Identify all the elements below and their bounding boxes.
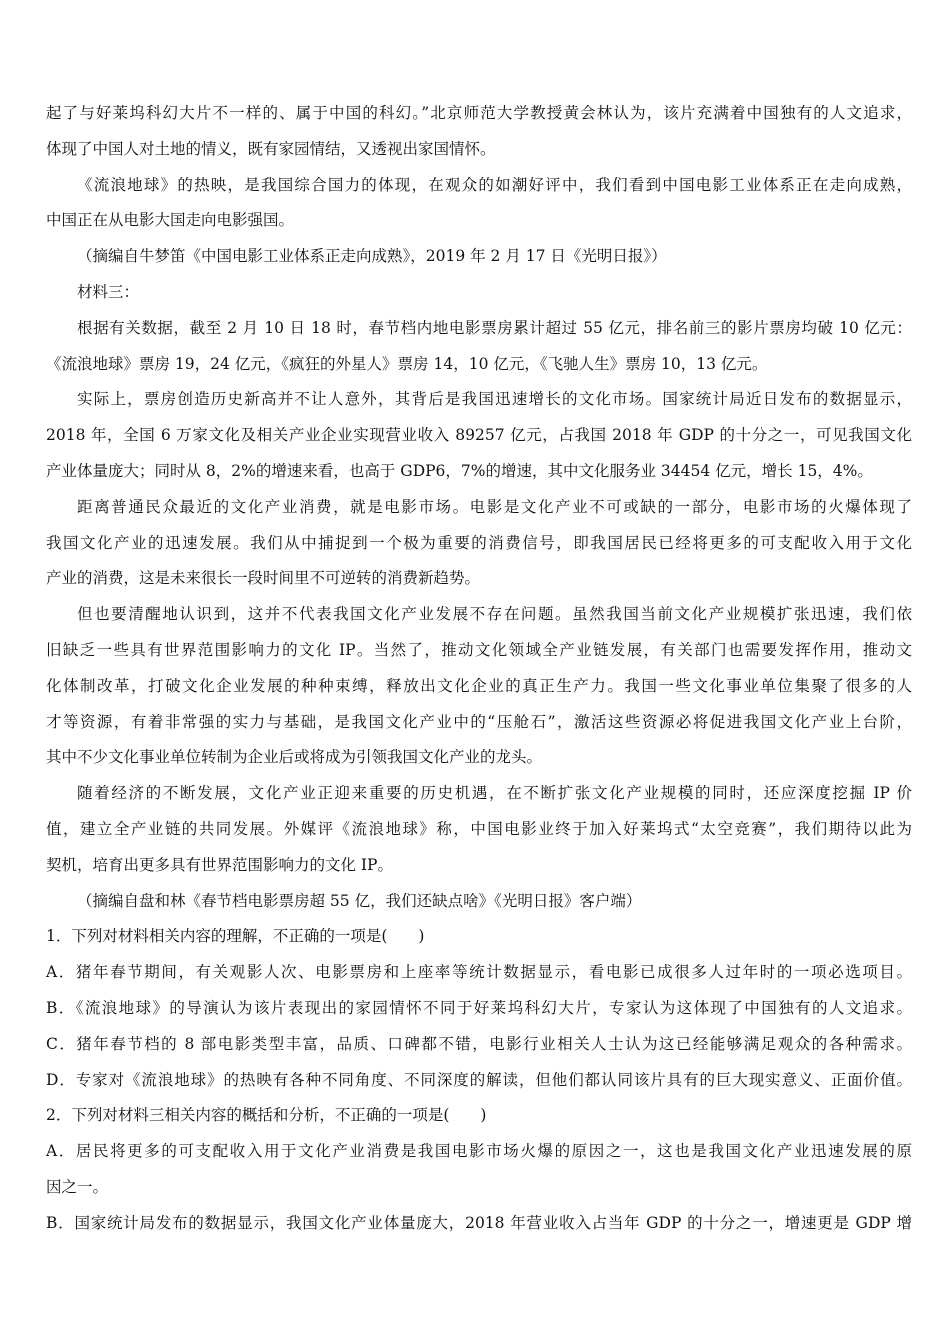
text-line: 《流浪地球》票房 19，24 亿元，《疯狂的外星人》票房 14，10 亿元，《飞驰人生》票房 10，13 亿元。	[46, 354, 768, 373]
text-line: 产业的消费，这是未来很长一段时间里不可逆转的消费新趋势。	[46, 569, 481, 588]
text-line: 实际上，票房创造历史新高并不让人意外，其背后是我国迅速增长的文化市场。国家统计局近日发布的数据显示，	[77, 390, 912, 409]
question-1-option-c: C．猪年春节档的 8 部电影类型丰富，品质、口碑都不错，电影行业相关人士认为这已经能够满足观众的各种需求。	[46, 1034, 912, 1053]
source-citation: （摘编自牛梦笛《中国电影工业体系正走向成熟》，2019 年 2 月 17 日《光明日报》）	[77, 247, 667, 266]
text-line: 中国正在从电影大国走向电影强国。	[46, 211, 295, 230]
text-line: 随着经济的不断发展，文化产业正迎来重要的历史机遇，在不断扩张文化产业规模的同时，还应深度挖掘 IP 价	[77, 784, 912, 803]
question-1-option-b: B．《流浪地球》的导演认为该片表现出的家园情怀不同于好莱坞科幻大片，专家认为这体现了中国独有的人文追求。	[46, 998, 912, 1017]
question-2-option-a: A．居民将更多的可支配收入用于文化产业消费是我国电影市场火爆的原因之一，这也是我国文化产业迅速发展的原	[46, 1142, 912, 1161]
text-line: 其中不少文化事业单位转制为企业后或将成为引领我国文化产业的龙头。	[46, 748, 543, 767]
text-line: 根据有关数据，截至 2 月 10 日 18 时，春节档内地电影票房累计超过 55 亿元，排名前三的影片票房均破 10 亿元：	[77, 318, 912, 337]
section-heading: 材料三：	[77, 282, 140, 301]
question-2-option-a-cont: 因之一。	[46, 1177, 109, 1196]
source-citation: （摘编自盘和林《春节档电影票房超 55 亿，我们还缺点啥》《光明日报》客户端）	[77, 891, 642, 910]
question-1-stem: 1．下列对材料相关内容的理解，不正确的一项是( )	[46, 927, 425, 946]
question-2-option-b: B．国家统计局发布的数据显示，我国文化产业体量庞大，2018 年营业收入占当年 GDP 的十分之一，增速更是 GDP 增	[46, 1213, 912, 1232]
document-page	[46, 96, 912, 1242]
text-line: 旧缺乏一些具有世界范围影响力的文化 IP。当然了，推动文化领域全产业链发展，有关部门也需要发挥作用，推动文	[46, 640, 912, 659]
text-line: 产业体量庞大；同时从 8，2%的增速来看，也高于 GDP6，7%的增速，其中文化服务业 34454 亿元，增长 15，4%。	[46, 461, 873, 480]
text-line: 才等资源，有着非常强的实力与基础，是我国文化产业中的“压舱石”，激活这些资源必将促进我国文化产业上台阶，	[46, 712, 912, 731]
text-line: 体现了中国人对土地的情义，既有家园情结，又透视出家国情怀。	[46, 139, 496, 158]
question-2-stem: 2．下列对材料三相关内容的概括和分析，不正确的一项是( )	[46, 1106, 487, 1125]
text-line: 化体制改革，打破文化企业发展的种种束缚，释放出文化企业的真正生产力。我国一些文化事业单位集聚了很多的人	[46, 676, 912, 695]
text-line: 值，建立全产业链的共同发展。外媒评《流浪地球》称，中国电影业终于加入好莱坞式“太空竞赛”，我们期待以此为	[46, 819, 912, 838]
question-1-option-d: D．专家对《流浪地球》的热映有各种不同角度、不同深度的解读，但他们都认同该片具有的巨大现实意义、正面价值。	[46, 1070, 912, 1089]
text-line: 距离普通民众最近的文化产业消费，就是电影市场。电影是文化产业不可或缺的一部分，电影市场的火爆体现了	[77, 497, 912, 516]
question-1-option-a: A．猪年春节期间，有关观影人次、电影票房和上座率等统计数据显示，看电影已成很多人过年时的一项必选项目。	[46, 963, 912, 982]
text-line: 但也要清醒地认识到，这并不代表我国文化产业发展不存在问题。虽然我国当前文化产业规模扩张迅速，我们依	[77, 605, 912, 624]
text-line: 起了与好莱坞科幻大片不一样的、属于中国的科幻。”北京师范大学教授黄会林认为，该片充满着中国独有的人文追求，	[46, 104, 912, 122]
text-line: 契机，培育出更多具有世界范围影响力的文化 IP。	[46, 855, 393, 874]
text-line: 我国文化产业的迅速发展。我们从中捕捉到一个极为重要的消费信号，即我国居民已经将更多的可支配收入用于文化	[46, 533, 912, 552]
text-line: 2018 年，全国 6 万家文化及相关产业企业实现营业收入 89257 亿元，占我国 2018 年 GDP 的十分之一，可见我国文化	[46, 426, 912, 445]
text-line: 《流浪地球》的热映，是我国综合国力的体现，在观众的如潮好评中，我们看到中国电影工业体系正在走向成熟，	[77, 175, 912, 194]
